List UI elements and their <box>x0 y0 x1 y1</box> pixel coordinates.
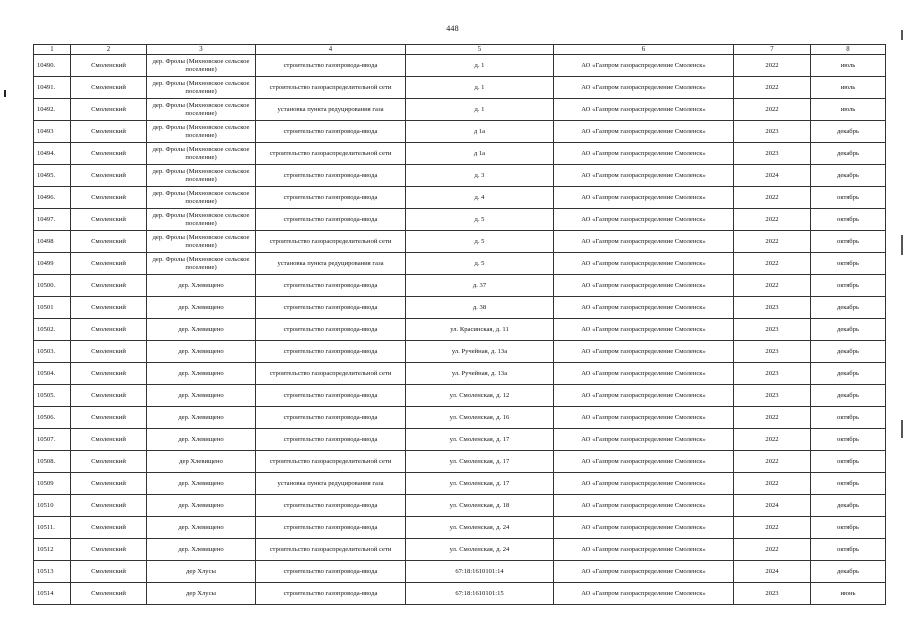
cell-year: 2023 <box>734 143 811 165</box>
cell-row-number: 10499 <box>34 253 71 275</box>
cell-work-type: строительство газопровода-ввода <box>256 297 406 319</box>
cell-year: 2023 <box>734 341 811 363</box>
cell-address: ул. Смоленская, д. 17 <box>406 429 554 451</box>
cell-year: 2022 <box>734 209 811 231</box>
header-cell: 7 <box>734 45 811 55</box>
cell-district: Смоленский <box>71 561 147 583</box>
cell-year: 2023 <box>734 319 811 341</box>
cell-organization: АО «Газпром газораспределение Смоленск» <box>554 297 734 319</box>
cell-district: Смоленский <box>71 143 147 165</box>
cell-organization: АО «Газпром газораспределение Смоленск» <box>554 341 734 363</box>
cell-row-number: 10501 <box>34 297 71 319</box>
gasification-table <box>33 44 886 605</box>
header-cell: 5 <box>406 45 554 55</box>
header-cell: 6 <box>554 45 734 55</box>
cell-year: 2022 <box>734 253 811 275</box>
cell-organization: АО «Газпром газораспределение Смоленск» <box>554 77 734 99</box>
cell-address: д. 5 <box>406 209 554 231</box>
cell-row-number: 10503. <box>34 341 71 363</box>
cell-row-number: 10502. <box>34 319 71 341</box>
cell-work-type: строительство газораспределительной сети <box>256 451 406 473</box>
cell-month: декабрь <box>811 385 886 407</box>
cell-settlement: дер. Хлевищено <box>147 517 256 539</box>
cell-settlement: дер. Хлевищено <box>147 275 256 297</box>
cell-work-type: строительство газопровода-ввода <box>256 385 406 407</box>
cell-address: д 1а <box>406 143 554 165</box>
table-row <box>34 517 886 539</box>
table-row <box>34 385 886 407</box>
cell-district: Смоленский <box>71 495 147 517</box>
cell-year: 2023 <box>734 385 811 407</box>
cell-settlement: дер. Фролы (Михновское сельское поселение) <box>147 253 256 275</box>
table-row <box>34 143 886 165</box>
cell-work-type: установка пункта редуцирования газа <box>256 253 406 275</box>
cell-address: ул. Смоленская, д. 24 <box>406 539 554 561</box>
cell-address: ул. Смоленская, д. 17 <box>406 451 554 473</box>
cell-year: 2022 <box>734 187 811 209</box>
cell-year: 2022 <box>734 429 811 451</box>
cell-month: октябрь <box>811 253 886 275</box>
cell-organization: АО «Газпром газораспределение Смоленск» <box>554 231 734 253</box>
scan-mark-right <box>901 30 903 40</box>
cell-organization: АО «Газпром газораспределение Смоленск» <box>554 583 734 605</box>
table-row <box>34 231 886 253</box>
cell-year: 2022 <box>734 231 811 253</box>
cell-settlement: дер. Хлевищено <box>147 407 256 429</box>
cell-month: октябрь <box>811 539 886 561</box>
table-row <box>34 319 886 341</box>
cell-work-type: строительство газопровода-ввода <box>256 319 406 341</box>
table-row <box>34 341 886 363</box>
cell-work-type: строительство газопровода-ввода <box>256 165 406 187</box>
table-row <box>34 275 886 297</box>
cell-organization: АО «Газпром газораспределение Смоленск» <box>554 385 734 407</box>
cell-row-number: 10510 <box>34 495 71 517</box>
cell-district: Смоленский <box>71 121 147 143</box>
cell-organization: АО «Газпром газораспределение Смоленск» <box>554 165 734 187</box>
cell-address: д. 3 <box>406 165 554 187</box>
table-row <box>34 99 886 121</box>
cell-district: Смоленский <box>71 473 147 495</box>
cell-organization: АО «Газпром газораспределение Смоленск» <box>554 275 734 297</box>
cell-month: декабрь <box>811 561 886 583</box>
header-cell: 3 <box>147 45 256 55</box>
cell-year: 2022 <box>734 407 811 429</box>
cell-address: 67:18:1610101:15 <box>406 583 554 605</box>
cell-district: Смоленский <box>71 319 147 341</box>
cell-row-number: 10507. <box>34 429 71 451</box>
cell-district: Смоленский <box>71 165 147 187</box>
cell-row-number: 10504. <box>34 363 71 385</box>
table-row <box>34 429 886 451</box>
cell-work-type: строительство газораспределительной сети <box>256 539 406 561</box>
table-row <box>34 451 886 473</box>
table-row <box>34 77 886 99</box>
cell-district: Смоленский <box>71 99 147 121</box>
cell-work-type: строительство газопровода-ввода <box>256 407 406 429</box>
cell-month: декабрь <box>811 143 886 165</box>
cell-month: октябрь <box>811 187 886 209</box>
cell-row-number: 10498 <box>34 231 71 253</box>
cell-district: Смоленский <box>71 55 147 77</box>
cell-month: октябрь <box>811 275 886 297</box>
cell-district: Смоленский <box>71 253 147 275</box>
cell-organization: АО «Газпром газораспределение Смоленск» <box>554 429 734 451</box>
cell-address: ул. Смоленская, д. 16 <box>406 407 554 429</box>
cell-district: Смоленский <box>71 231 147 253</box>
cell-work-type: строительство газораспределительной сети <box>256 231 406 253</box>
table-row <box>34 363 886 385</box>
cell-row-number: 10497. <box>34 209 71 231</box>
cell-work-type: строительство газопровода-ввода <box>256 517 406 539</box>
cell-row-number: 10491. <box>34 77 71 99</box>
cell-year: 2024 <box>734 561 811 583</box>
cell-settlement: дер. Хлевищено <box>147 539 256 561</box>
cell-month: декабрь <box>811 319 886 341</box>
cell-settlement: дер. Фролы (Михновское сельское поселение) <box>147 77 256 99</box>
cell-work-type: строительство газопровода-ввода <box>256 583 406 605</box>
cell-district: Смоленский <box>71 407 147 429</box>
table-row <box>34 121 886 143</box>
cell-row-number: 10512 <box>34 539 71 561</box>
cell-settlement: дер. Хлевищено <box>147 429 256 451</box>
cell-year: 2023 <box>734 121 811 143</box>
table-row <box>34 209 886 231</box>
cell-month: декабрь <box>811 165 886 187</box>
cell-address: д 1а <box>406 121 554 143</box>
cell-organization: АО «Газпром газораспределение Смоленск» <box>554 99 734 121</box>
cell-district: Смоленский <box>71 429 147 451</box>
header-cell: 1 <box>34 45 71 55</box>
table-row <box>34 55 886 77</box>
cell-work-type: строительство газопровода-ввода <box>256 55 406 77</box>
table-row <box>34 407 886 429</box>
scan-mark-right <box>901 420 903 438</box>
cell-organization: АО «Газпром газораспределение Смоленск» <box>554 495 734 517</box>
cell-work-type: строительство газопровода-ввода <box>256 121 406 143</box>
cell-district: Смоленский <box>71 187 147 209</box>
cell-district: Смоленский <box>71 297 147 319</box>
cell-organization: АО «Газпром газораспределение Смоленск» <box>554 407 734 429</box>
cell-year: 2024 <box>734 165 811 187</box>
cell-work-type: установка пункта редуцирования газа <box>256 473 406 495</box>
cell-work-type: строительство газопровода-ввода <box>256 429 406 451</box>
cell-month: июль <box>811 77 886 99</box>
cell-work-type: строительство газопровода-ввода <box>256 495 406 517</box>
header-row <box>34 45 886 55</box>
cell-settlement: дер. Фролы (Михновское сельское поселение) <box>147 165 256 187</box>
cell-row-number: 10500. <box>34 275 71 297</box>
cell-row-number: 10493 <box>34 121 71 143</box>
cell-year: 2022 <box>734 99 811 121</box>
cell-work-type: строительство газопровода-ввода <box>256 275 406 297</box>
cell-month: октябрь <box>811 429 886 451</box>
cell-settlement: дер. Хлевищено <box>147 385 256 407</box>
cell-row-number: 10492. <box>34 99 71 121</box>
cell-month: декабрь <box>811 297 886 319</box>
cell-work-type: строительство газораспределительной сети <box>256 143 406 165</box>
cell-year: 2022 <box>734 451 811 473</box>
scan-mark-left <box>4 90 6 97</box>
cell-month: декабрь <box>811 341 886 363</box>
gasification-table-container <box>33 44 885 605</box>
cell-work-type: строительство газопровода-ввода <box>256 341 406 363</box>
cell-district: Смоленский <box>71 583 147 605</box>
table-row <box>34 165 886 187</box>
cell-address: 67:18:1610101:14 <box>406 561 554 583</box>
cell-year: 2023 <box>734 363 811 385</box>
page-number: 448 <box>446 24 459 33</box>
cell-address: ул. Ручейная, д. 13а <box>406 363 554 385</box>
cell-work-type: строительство газопровода-ввода <box>256 187 406 209</box>
cell-row-number: 10505. <box>34 385 71 407</box>
cell-district: Смоленский <box>71 385 147 407</box>
cell-month: декабрь <box>811 121 886 143</box>
cell-settlement: дер. Хлевищено <box>147 495 256 517</box>
header-cell: 4 <box>256 45 406 55</box>
cell-district: Смоленский <box>71 275 147 297</box>
cell-work-type: строительство газопровода-ввода <box>256 561 406 583</box>
table-body <box>34 55 886 605</box>
cell-settlement: дер. Фролы (Михновское сельское поселение) <box>147 209 256 231</box>
cell-organization: АО «Газпром газораспределение Смоленск» <box>554 319 734 341</box>
cell-month: июнь <box>811 583 886 605</box>
cell-work-type: установка пункта редуцирования газа <box>256 99 406 121</box>
cell-year: 2022 <box>734 55 811 77</box>
header-cell: 8 <box>811 45 886 55</box>
cell-row-number: 10494. <box>34 143 71 165</box>
table-row <box>34 253 886 275</box>
cell-address: д. 5 <box>406 231 554 253</box>
table-row <box>34 297 886 319</box>
cell-address: ул. Красинская, д. 11 <box>406 319 554 341</box>
cell-row-number: 10513 <box>34 561 71 583</box>
cell-settlement: дер. Фролы (Михновское сельское поселение) <box>147 99 256 121</box>
cell-work-type: строительство газораспределительной сети <box>256 77 406 99</box>
table-row <box>34 539 886 561</box>
cell-settlement: дер. Хлевищено <box>147 341 256 363</box>
cell-month: июль <box>811 55 886 77</box>
cell-organization: АО «Газпром газораспределение Смоленск» <box>554 451 734 473</box>
cell-address: ул. Смоленская, д. 24 <box>406 517 554 539</box>
cell-settlement: дер. Хлевищено <box>147 319 256 341</box>
cell-settlement: дер Хлусы <box>147 583 256 605</box>
cell-row-number: 10509 <box>34 473 71 495</box>
cell-district: Смоленский <box>71 209 147 231</box>
header-cell: 2 <box>71 45 147 55</box>
cell-address: д. 1 <box>406 99 554 121</box>
cell-organization: АО «Газпром газораспределение Смоленск» <box>554 253 734 275</box>
cell-address: ул. Смоленская, д. 18 <box>406 495 554 517</box>
cell-organization: АО «Газпром газораспределение Смоленск» <box>554 187 734 209</box>
cell-year: 2022 <box>734 539 811 561</box>
cell-month: октябрь <box>811 473 886 495</box>
cell-year: 2023 <box>734 297 811 319</box>
cell-organization: АО «Газпром газораспределение Смоленск» <box>554 143 734 165</box>
cell-settlement: дер. Хлевищено <box>147 297 256 319</box>
table-row <box>34 583 886 605</box>
cell-month: октябрь <box>811 451 886 473</box>
cell-organization: АО «Газпром газораспределение Смоленск» <box>554 539 734 561</box>
cell-month: июль <box>811 99 886 121</box>
cell-organization: АО «Газпром газораспределение Смоленск» <box>554 55 734 77</box>
cell-year: 2024 <box>734 495 811 517</box>
cell-year: 2023 <box>734 583 811 605</box>
cell-address: ул. Ручейная, д. 13а <box>406 341 554 363</box>
cell-month: декабрь <box>811 495 886 517</box>
table-row <box>34 561 886 583</box>
cell-address: д. 37 <box>406 275 554 297</box>
cell-address: ул. Смоленская, д. 12 <box>406 385 554 407</box>
scan-mark-right <box>901 235 903 255</box>
cell-address: д. 4 <box>406 187 554 209</box>
cell-district: Смоленский <box>71 341 147 363</box>
cell-row-number: 10490. <box>34 55 71 77</box>
cell-district: Смоленский <box>71 77 147 99</box>
cell-settlement: дер. Фролы (Михновское сельское поселение) <box>147 187 256 209</box>
cell-row-number: 10495. <box>34 165 71 187</box>
cell-settlement: дер. Фролы (Михновское сельское поселение) <box>147 121 256 143</box>
cell-settlement: дер. Фролы (Михновское сельское поселение) <box>147 55 256 77</box>
cell-work-type: строительство газораспределительной сети <box>256 363 406 385</box>
cell-work-type: строительство газопровода-ввода <box>256 209 406 231</box>
cell-address: д. 1 <box>406 77 554 99</box>
cell-month: октябрь <box>811 407 886 429</box>
cell-row-number: 10511. <box>34 517 71 539</box>
cell-settlement: дер Хлевищено <box>147 451 256 473</box>
cell-row-number: 10514 <box>34 583 71 605</box>
cell-address: д. 38 <box>406 297 554 319</box>
cell-row-number: 10496. <box>34 187 71 209</box>
cell-district: Смоленский <box>71 451 147 473</box>
table-row <box>34 473 886 495</box>
cell-organization: АО «Газпром газораспределение Смоленск» <box>554 517 734 539</box>
cell-month: октябрь <box>811 209 886 231</box>
cell-settlement: дер. Фролы (Михновское сельское поселение) <box>147 143 256 165</box>
cell-month: октябрь <box>811 231 886 253</box>
cell-district: Смоленский <box>71 517 147 539</box>
cell-address: д. 5 <box>406 253 554 275</box>
cell-address: ул. Смоленская, д. 17 <box>406 473 554 495</box>
cell-year: 2022 <box>734 275 811 297</box>
cell-month: декабрь <box>811 363 886 385</box>
cell-year: 2022 <box>734 473 811 495</box>
cell-year: 2022 <box>734 517 811 539</box>
cell-row-number: 10506. <box>34 407 71 429</box>
cell-organization: АО «Газпром газораспределение Смоленск» <box>554 363 734 385</box>
cell-settlement: дер Хлусы <box>147 561 256 583</box>
cell-settlement: дер. Хлевищено <box>147 363 256 385</box>
cell-month: октябрь <box>811 517 886 539</box>
cell-year: 2022 <box>734 77 811 99</box>
table-row <box>34 495 886 517</box>
cell-organization: АО «Газпром газораспределение Смоленск» <box>554 473 734 495</box>
cell-district: Смоленский <box>71 539 147 561</box>
cell-address: д. 1 <box>406 55 554 77</box>
cell-settlement: дер. Хлевищено <box>147 473 256 495</box>
cell-organization: АО «Газпром газораспределение Смоленск» <box>554 121 734 143</box>
cell-settlement: дер. Фролы (Михновское сельское поселение) <box>147 231 256 253</box>
table-row <box>34 187 886 209</box>
cell-row-number: 10508. <box>34 451 71 473</box>
cell-organization: АО «Газпром газораспределение Смоленск» <box>554 561 734 583</box>
cell-organization: АО «Газпром газораспределение Смоленск» <box>554 209 734 231</box>
cell-district: Смоленский <box>71 363 147 385</box>
